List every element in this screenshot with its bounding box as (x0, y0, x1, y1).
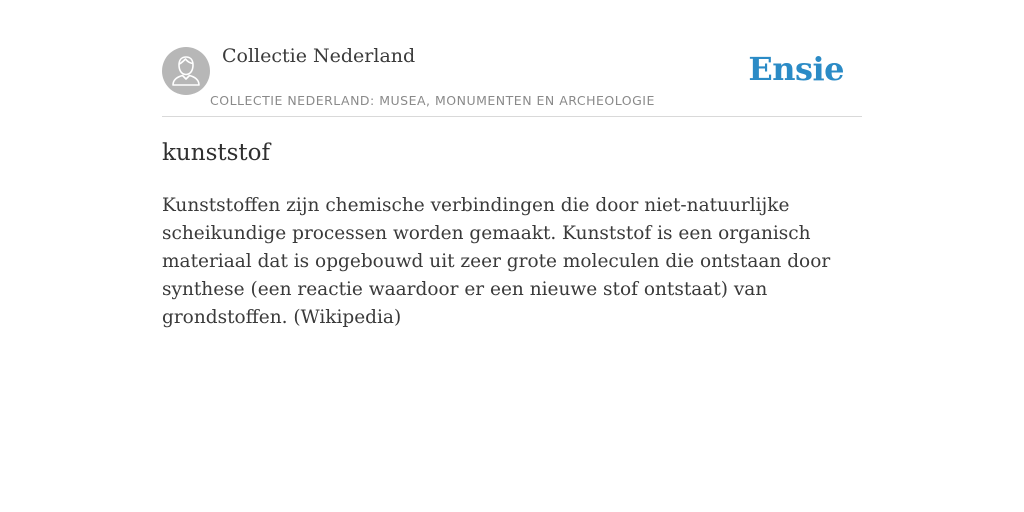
author-name[interactable]: Collectie Nederland (222, 45, 416, 67)
avatar[interactable] (162, 47, 210, 95)
user-placeholder-icon (162, 47, 210, 95)
source-link[interactable]: COLLECTIE NEDERLAND: MUSEA, MONUMENTEN EN ARCHEOLOGIE (210, 93, 655, 108)
term-title: kunststof (162, 140, 271, 166)
definition-text: Kunststoffen zijn chemische verbindingen die door niet-natuurlijke scheikundige processen worden gemaakt. Kunststof is een organisch materiaal dat is opgebouwd uit zeer grote moleculen die ontstaan door synthese (een reactie waardoor er een nieuwe stof ontstaat) van grondstoffen. (Wikipedia) (162, 195, 831, 328)
entry-header (162, 0, 862, 117)
ensie-logo[interactable]: Ensie (748, 50, 844, 88)
